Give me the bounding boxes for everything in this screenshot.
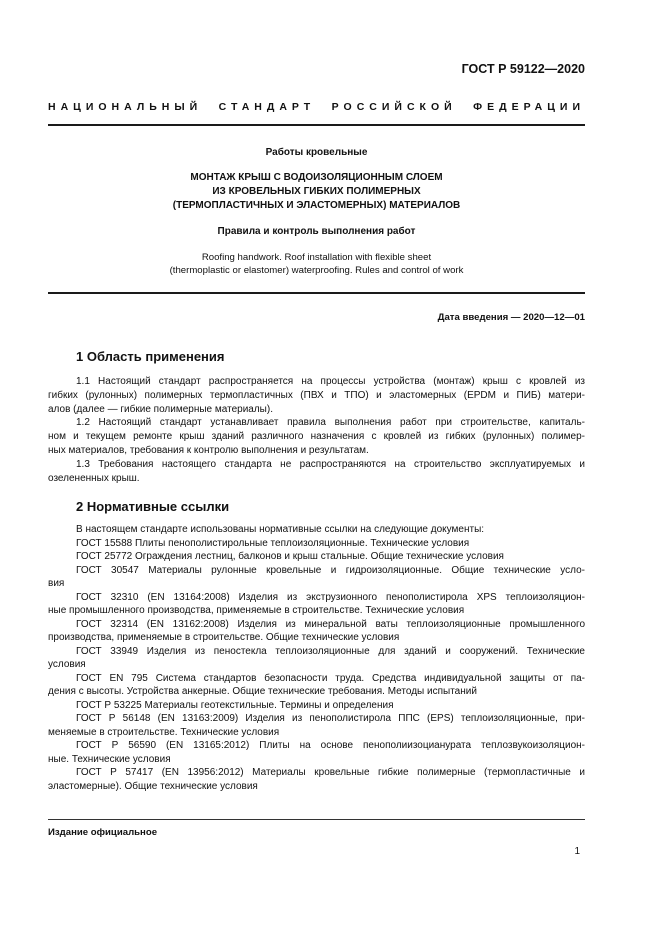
edition-note: Издание официальное — [48, 827, 158, 838]
reference-line: эластомерные). Общие технические условия — [48, 780, 258, 792]
section-1-body — [48, 375, 585, 485]
national-standard-banner: НАЦИОНАЛЬНЫЙ СТАНДАРТ РОССИЙСКОЙ ФЕДЕРАЦИИ — [48, 101, 585, 113]
english-title-line: Roofing handwork. Roof installation with flexible sheet — [201, 252, 432, 263]
paragraph-line: ных материалов, требования к контролю выполнения и результатам. — [48, 444, 369, 456]
title-category: Работы кровельные — [265, 147, 368, 158]
paragraph-line: 1.3 Требования настоящего стандарта не распространяются на строительство эксплуатируемых и — [76, 458, 585, 470]
reference-line: ГОСТ 32310 (EN 13164:2008) Изделия из экструзионного пенополистирола XPS теплоизоляцион- — [76, 591, 585, 603]
reference-line: ГОСТ Р 57417 (EN 13956:2012) Материалы кровельные гибкие полимерные (термопластичные и — [76, 767, 585, 778]
reference-line: условия — [48, 659, 86, 670]
reference-line: ГОСТ 15588 Плиты пенополистирольные теплоизоляционные. Технические условия — [76, 537, 470, 549]
section-1-heading: 1 Область применения — [76, 349, 225, 364]
reference-line: ГОСТ 32314 (EN 13162:2008) Изделия из минеральной ваты теплоизоляционные промышленного — [76, 618, 585, 630]
reference-line: меняемые в строительстве. Технические условия — [48, 726, 280, 738]
paragraph-line: 1.1 Настоящий стандарт распространяется на процессы устройства (монтаж) крыш с кровлей из — [76, 376, 585, 387]
paragraph-line: озелененных крыш. — [48, 472, 140, 484]
footer-rule — [48, 819, 585, 820]
reference-line: производства, применяемые в строительстве. Общие технические условия — [48, 632, 400, 643]
reference-line: дения с высоты. Устройства анкерные. Общие технические требования. Методы испытаний — [48, 686, 477, 697]
reference-line: ГОСТ Р 53225 Материалы геотекстильные. Термины и определения — [76, 699, 394, 711]
title-subtitle: Правила и контроль выполнения работ — [217, 226, 416, 237]
english-title-line: (thermoplastic or elastomer) waterproofing. Rules and control of work — [169, 265, 464, 277]
main-title-line: (ТЕРМОПЛАСТИЧНЫХ И ЭЛАСТОМЕРНЫХ) МАТЕРИАЛОВ — [172, 200, 461, 211]
reference-line: ГОСТ 33949 Изделия из пеностекла теплоизоляционные для зданий и сооружений. Технические — [76, 645, 585, 657]
section-2-heading: 2 Нормативные ссылки — [76, 499, 230, 514]
references-intro: В настоящем стандарте использованы нормативные ссылки на следующие документы: — [76, 524, 485, 535]
reference-line: ные промышленного производства, применяемые в строительстве. Технические условия — [48, 605, 465, 616]
reference-line: вия — [48, 578, 65, 589]
paragraph-line: алов (далее — гибкие полимерные материалы). — [48, 403, 273, 415]
reference-line: ные. Технические условия — [48, 753, 171, 765]
section-2-body — [48, 523, 585, 793]
title-rule — [48, 292, 585, 294]
header-rule — [48, 124, 585, 126]
document-number: ГОСТ Р 59122—2020 — [461, 62, 585, 76]
reference-line: ГОСТ EN 795 Система стандартов безопасности труда. Средства индивидуальной защиты от па- — [76, 672, 585, 684]
main-title-line: ИЗ КРОВЕЛЬНЫХ ГИБКИХ ПОЛИМЕРНЫХ — [212, 186, 421, 197]
page-number: 1 — [574, 846, 580, 857]
reference-line: ГОСТ 25772 Ограждения лестниц, балконов и крыш стальные. Общие технические условия — [76, 551, 504, 562]
effective-date: Дата введения — 2020—12—01 — [437, 312, 585, 323]
reference-line: ГОСТ 30547 Материалы рулонные кровельные и гидроизоляционные. Общие технические усло- — [76, 564, 585, 576]
english-title — [48, 251, 585, 278]
main-title — [48, 171, 585, 213]
reference-line: ГОСТ Р 56590 (EN 13165:2012) Плиты на основе пенополиизоцианурата теплозвукоизоляцион- — [76, 740, 585, 751]
main-title-line: МОНТАЖ КРЫШ С ВОДОИЗОЛЯЦИОННЫМ СЛОЕМ — [190, 172, 443, 183]
paragraph-line: 1.2 Настоящий стандарт устанавливает правила выполнения работ при строительстве, капиталь- — [76, 417, 585, 429]
paragraph-line: ном и текущем ремонте крыш зданий различного назначения с кровлей из гибких (рулонных) полимер- — [48, 431, 585, 443]
paragraph-line: гибких (рулонных) полимерных термопластичных (ПВХ и ТПО) и эластомерных (EPDM и ПИБ) матери- — [48, 389, 585, 401]
reference-line: ГОСТ Р 56148 (EN 13163:2009) Изделия из пенополистирола ППС (EPS) теплоизоляционные, при- — [76, 713, 585, 724]
